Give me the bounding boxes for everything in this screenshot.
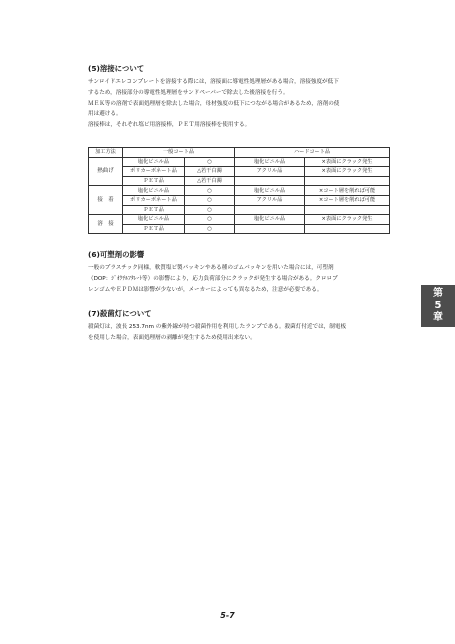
table-group-label: 接 着 (89, 186, 123, 215)
plasticizer-line-2: （DOP：ｼﾞｵｸﾁﾙﾌﾀﾚｰﾄ等）の影響により，応力負荷部分にクラックが発生する場合がある。クロロプ (88, 276, 338, 283)
table-cell: ○ (185, 186, 235, 196)
section-heading-germicidal-lamp: (7)殺菌灯について (88, 308, 152, 318)
section-germicidal-lamp (88, 309, 408, 344)
table-cell: △若干白濁 (185, 167, 235, 177)
section-heading-welding: (5)溶接について (88, 64, 145, 73)
table-cell: 塩化ビニル品 (123, 157, 185, 167)
table-cell: ＰＥＴ品 (123, 176, 185, 186)
table-row (89, 157, 390, 167)
welding-line-5: 溶接棒は，それぞれ塩ビ用溶接棒，ＰＥＴ用溶接棒を使用する。 (88, 122, 251, 129)
table-row (89, 205, 390, 215)
table-cell: 塩化ビニル品 (235, 186, 305, 196)
table-cell: ○ (185, 215, 235, 225)
chapter-tab-line-3: 章 (433, 312, 443, 323)
chapter-tab (421, 285, 455, 327)
plasticizer-line-1: 一般のプラスチック同様，軟質塩ビ製パッキンやある種のゴムパッキンを用いた場合には，可塑剤 (88, 265, 334, 272)
welding-line-4: 用は避ける。 (88, 111, 122, 118)
table-cell: 塩化ビニル品 (123, 186, 185, 196)
table-row (89, 215, 390, 225)
table-cell: ○ (185, 205, 235, 215)
section-welding (88, 64, 408, 131)
table-cell: 塩化ビニル品 (235, 157, 305, 167)
table-cell: アクリル品 (235, 195, 305, 205)
germicidal-line-2: を使用した場合，表面処理層の剥離が発生するため使用出来ない。 (88, 334, 256, 341)
table-cell: ○ (185, 157, 235, 167)
table-cell (235, 205, 305, 215)
page-number: 5-7 (220, 611, 235, 620)
table-header-cell: ハードコート品 (235, 147, 390, 157)
welding-line-1: サンロイドエレコンプレートを溶接する際には，溶接面に導電性処理層がある場合，溶接強度が低下 (88, 79, 339, 85)
table-cell: △若干白濁 (185, 176, 235, 186)
table-cell: ＰＥＴ品 (123, 224, 185, 234)
chapter-tab-line-1: 第 (433, 288, 443, 299)
table-header-cell: 一般コート品 (123, 147, 235, 157)
plasticizer-line-3: レンゴムやＥＰＤＭは影響が少ないが，メーカーによっても異なるため，注意が必要である。 (88, 286, 323, 293)
table-cell: 塩化ビニル品 (123, 215, 185, 225)
table-cell: 塩化ビニル品 (235, 215, 305, 225)
section-heading-plasticizer: (6)可塑剤の影響 (88, 250, 145, 260)
page-content (88, 64, 408, 343)
table-group-label: 溶 接 (89, 215, 123, 234)
table-cell (305, 176, 390, 186)
table-row (89, 224, 390, 234)
table-cell: ×コート層を削れば可能 (305, 186, 390, 196)
table-group-label: 熱曲げ (89, 157, 123, 186)
table-cell: ポリカーボネート品 (123, 167, 185, 177)
table-cell (235, 224, 305, 234)
table-cell: ○ (185, 195, 235, 205)
table-header-row (89, 147, 390, 157)
table-row (89, 186, 390, 196)
table-row (89, 195, 390, 205)
table-cell: ×表面にクラック発生 (305, 215, 390, 225)
processing-table-wrapper (88, 147, 408, 234)
table-cell: ○ (185, 224, 235, 234)
table-header-cell: 加工方法 (89, 147, 123, 157)
table-cell (305, 224, 390, 234)
chapter-tab-number: 5 (434, 300, 442, 311)
welding-line-3: ＭＥＫ等の溶剤で表面処理層を除去した場合，母材強度の低下につながる場合があるため，溶剤の使 (88, 100, 340, 107)
section-plasticizer (88, 250, 408, 295)
table-row (89, 176, 390, 186)
table-cell (235, 176, 305, 186)
table-cell: アクリル品 (235, 167, 305, 177)
table-cell: ×表面にクラック発生 (305, 157, 390, 167)
processing-compatibility-table (88, 147, 390, 234)
table-cell: ×コート層を削れば可能 (305, 195, 390, 205)
germicidal-line-1: 殺菌灯は，波長 253.7nm の紫外線が持つ殺菌作用を利用したランプである。殺菌灯付近では，制電板 (88, 323, 347, 330)
table-cell: ＰＥＴ品 (123, 205, 185, 215)
table-row (89, 167, 390, 177)
table-cell: ×表面にクラック発生 (305, 167, 390, 177)
table-cell: ポリカーボネート品 (123, 195, 185, 205)
table-cell (305, 205, 390, 215)
welding-line-2: するため，溶接部分の導電性処理層をサンドペーパーで除去した後溶接を行う。 (88, 89, 289, 96)
